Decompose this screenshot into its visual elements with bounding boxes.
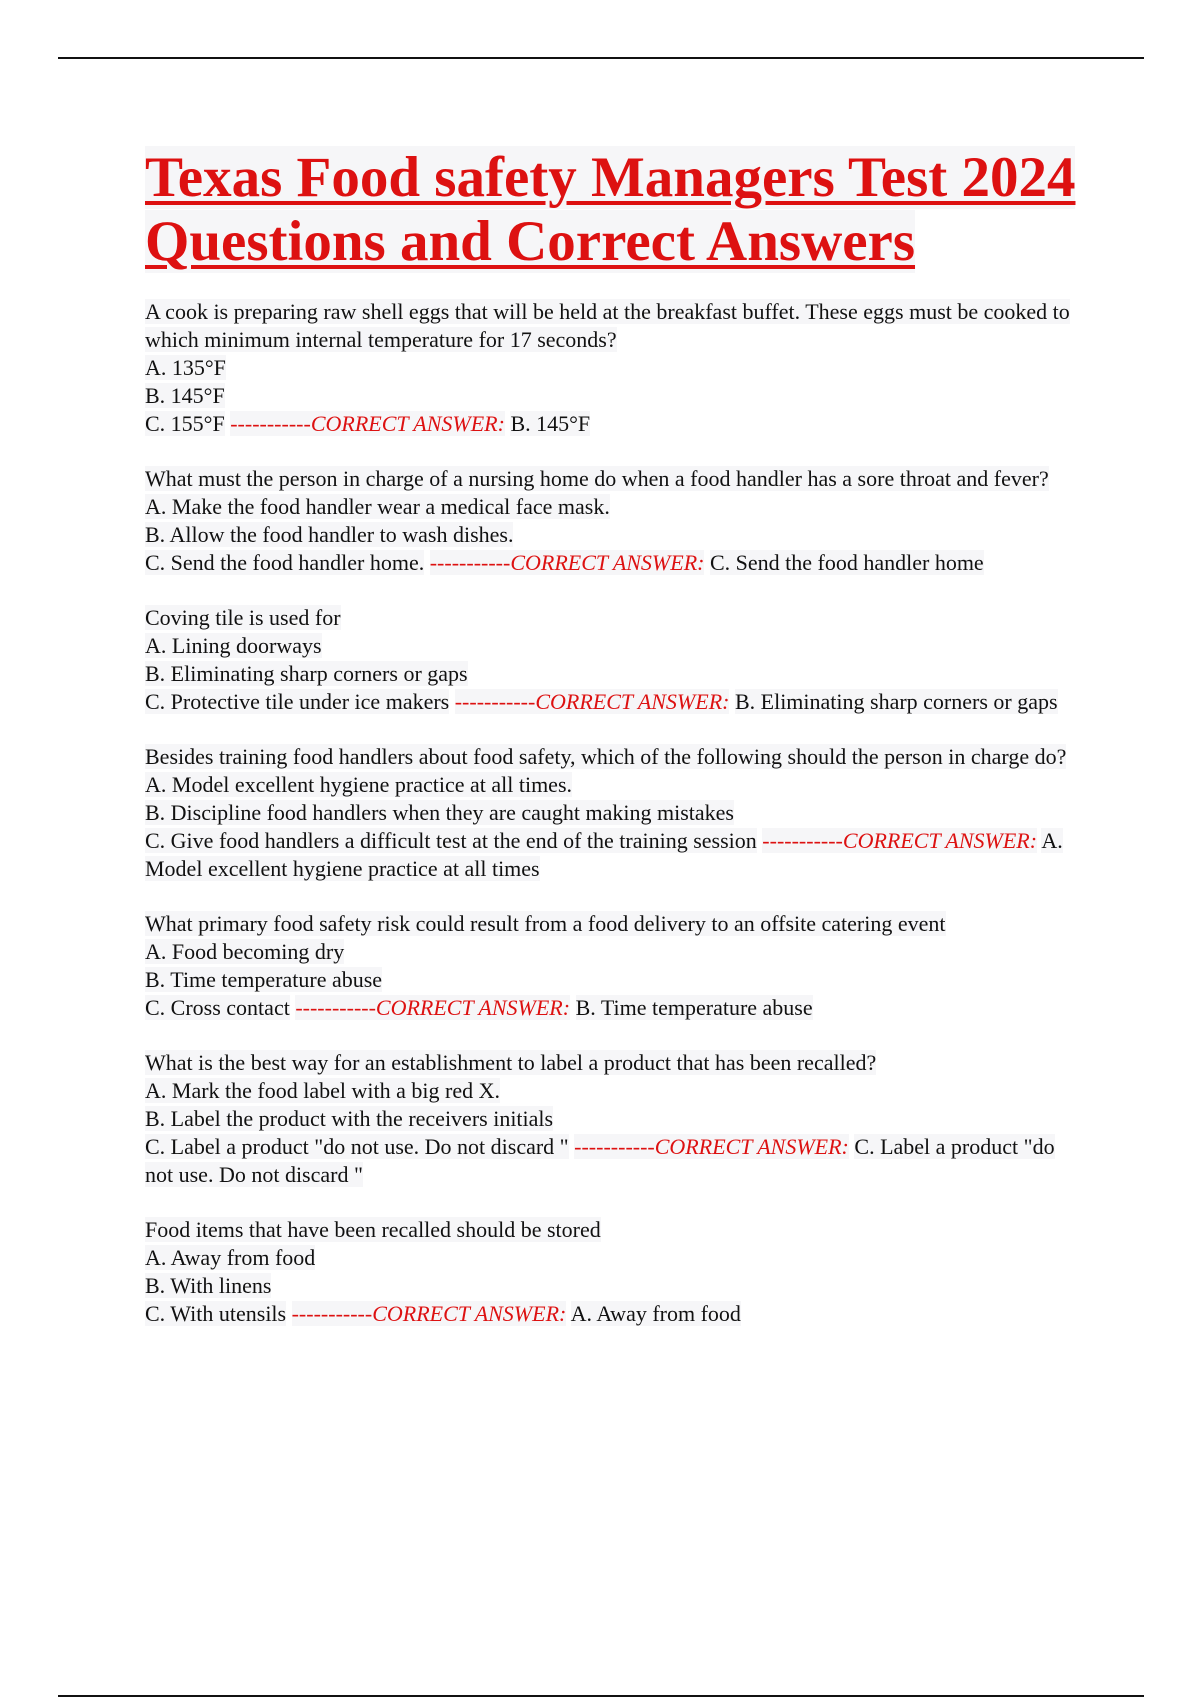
answer-option: A. Lining doorways [145, 633, 322, 658]
question-block [145, 298, 1080, 438]
question-block [145, 1216, 1080, 1328]
question-text: What primary food safety risk could result from a food delivery to an offsite catering event [145, 911, 946, 936]
correct-answer-text: C. Label a product "do not use. Do not discard " [145, 1134, 1055, 1187]
answer-option: B. Eliminating sharp corners or gaps [145, 661, 468, 686]
answer-option: C. Cross contact [145, 995, 290, 1020]
correct-answer-label: CORRECT ANSWER: [654, 1134, 849, 1159]
answer-separator: ----------- [291, 1301, 373, 1326]
correct-answer-label: CORRECT ANSWER: [842, 828, 1038, 853]
top-rule [58, 57, 1144, 59]
answer-separator: ----------- [295, 995, 376, 1020]
answer-option: C. Send the food handler home. [145, 550, 425, 575]
answer-option: C. Give food handlers a difficult test at the end of the training session [145, 828, 757, 853]
document-body [145, 146, 1080, 1355]
correct-answer-label: CORRECT ANSWER: [310, 411, 505, 436]
correct-answer-text: B. 145°F [510, 411, 591, 436]
question-list [145, 298, 1080, 1328]
correct-answer-text: B. Time temperature abuse [575, 995, 813, 1020]
answer-separator: ----------- [429, 550, 511, 575]
correct-answer-text: C. Send the food handler home [709, 550, 984, 575]
answer-option: A. Make the food handler wear a medical face mask. [145, 494, 610, 519]
answer-option: C. 155°F [145, 411, 225, 436]
correct-answer-text: B. Eliminating sharp corners or gaps [734, 689, 1058, 714]
title-line-2: Questions and Correct Answers [145, 210, 916, 273]
bottom-rule [58, 1695, 1144, 1697]
answer-separator: ----------- [230, 411, 311, 436]
correct-answer-text: A. Model excellent hygiene practice at all times [145, 828, 1063, 881]
correct-answer-label: CORRECT ANSWER: [510, 550, 705, 575]
answer-option: C. With utensils [145, 1301, 287, 1326]
question-block [145, 1049, 1080, 1189]
correct-answer-text: A. Away from food [570, 1301, 741, 1326]
answer-option: B. Time temperature abuse [145, 967, 383, 992]
question-text: Coving tile is used for [145, 605, 341, 630]
question-text: A cook is preparing raw shell eggs that will be held at the breakfast buffet. These eggs must be cooked to which minimum internal temperature for 17 seconds? [145, 299, 1070, 352]
answer-option: C. Label a product "do not use. Do not discard " [145, 1134, 569, 1159]
title-line-1: Texas Food safety Managers Test 2024 [145, 146, 1076, 209]
answer-option: B. 145°F [145, 383, 225, 408]
answer-option: B. Discipline food handlers when they are caught making mistakes [145, 800, 734, 825]
answer-option: A. Model excellent hygiene practice at all times. [145, 772, 573, 797]
answer-option: A. Mark the food label with a big red X. [145, 1078, 500, 1103]
answer-option: C. Protective tile under ice makers [145, 689, 450, 714]
answer-option: A. Away from food [145, 1245, 316, 1270]
document-title [145, 146, 1080, 274]
answer-option: A. Food becoming dry [145, 939, 345, 964]
correct-answer-label: CORRECT ANSWER: [372, 1301, 567, 1326]
answer-separator: ----------- [454, 689, 536, 714]
question-text: Besides training food handlers about food safety, which of the following should the person in charge do? [145, 744, 1067, 769]
question-text: What must the person in charge of a nursing home do when a food handler has a sore throat and fever? [145, 466, 1049, 491]
answer-option: A. 135°F [145, 355, 226, 380]
question-block [145, 465, 1080, 577]
answer-separator: ----------- [762, 828, 843, 853]
answer-option: B. With linens [145, 1273, 272, 1298]
answer-option: B. Label the product with the receivers initials [145, 1106, 554, 1131]
answer-separator: ----------- [574, 1134, 655, 1159]
question-block [145, 743, 1080, 883]
answer-option: B. Allow the food handler to wash dishes. [145, 522, 514, 547]
correct-answer-label: CORRECT ANSWER: [535, 689, 730, 714]
correct-answer-label: CORRECT ANSWER: [375, 995, 571, 1020]
question-text: What is the best way for an establishment to label a product that has been recalled? [145, 1050, 877, 1075]
question-block [145, 604, 1080, 716]
question-text: Food items that have been recalled should be stored [145, 1217, 601, 1242]
question-block [145, 910, 1080, 1022]
